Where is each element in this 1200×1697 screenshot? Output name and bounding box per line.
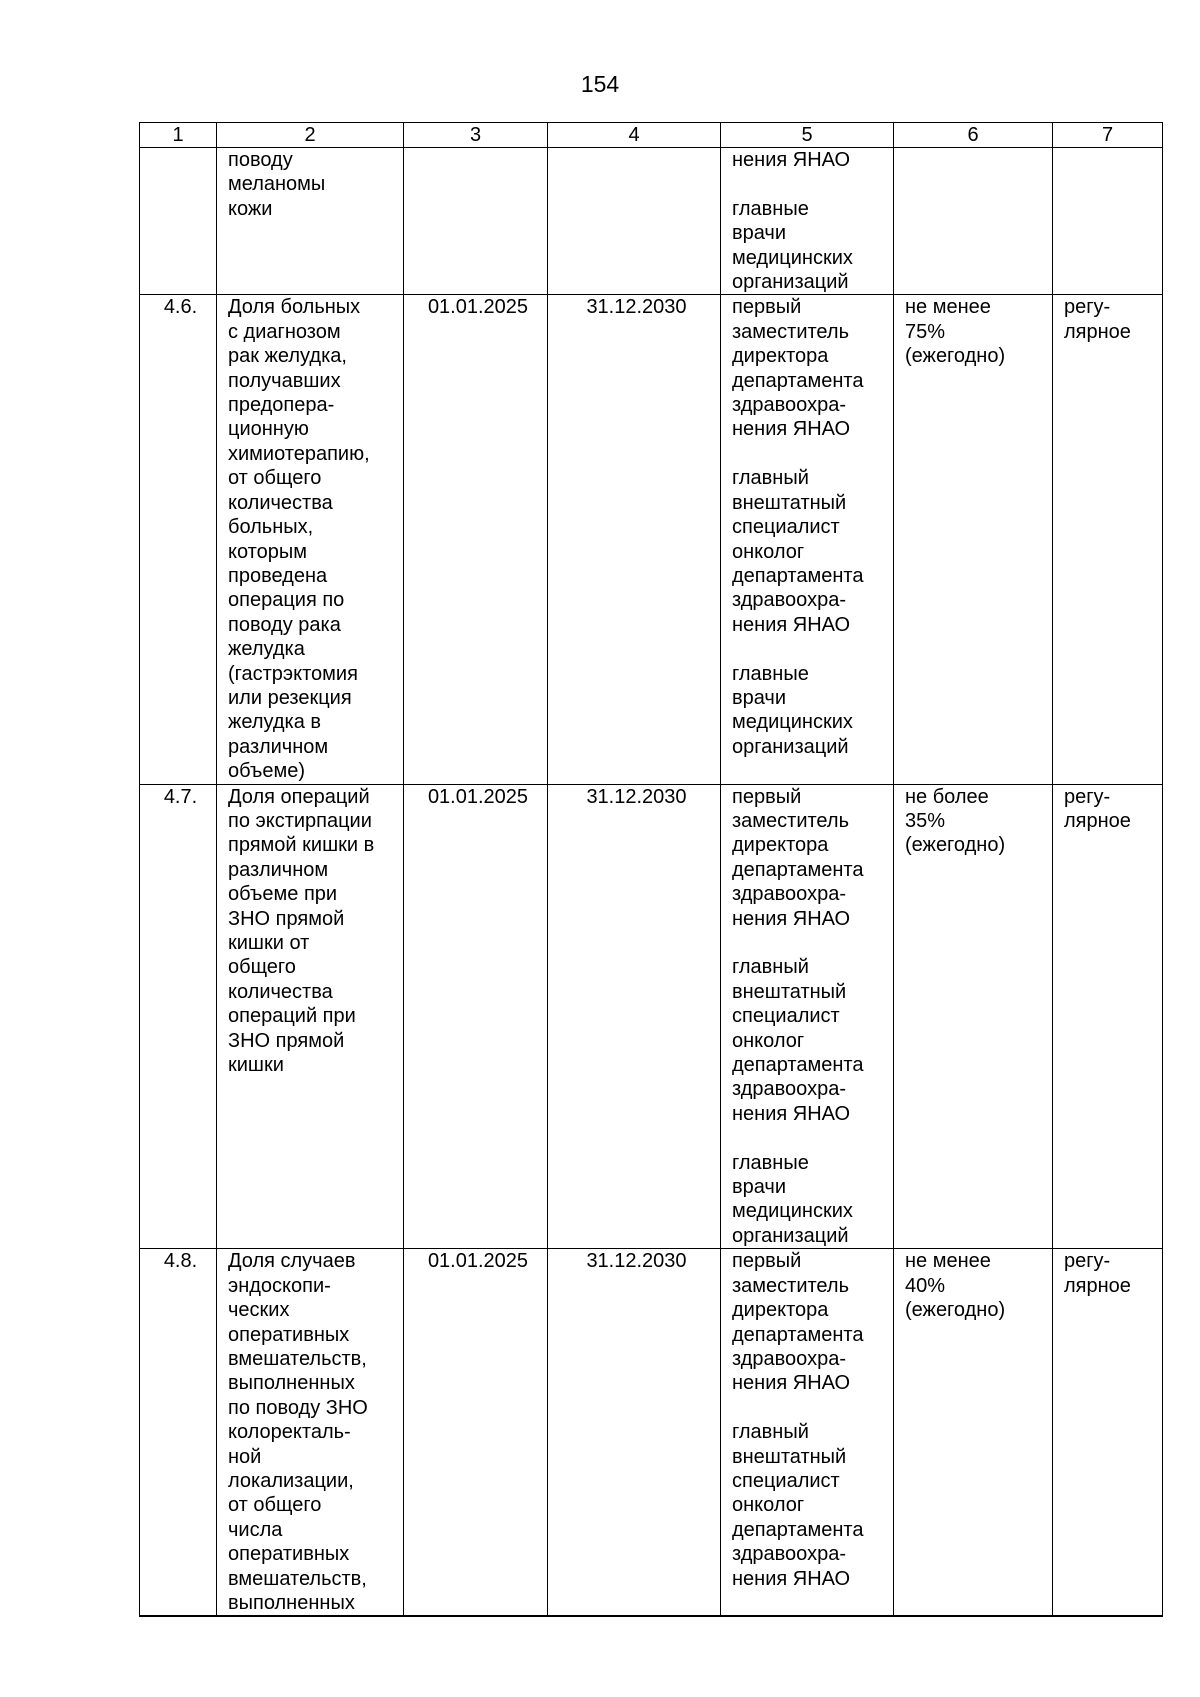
frequency-cell (1053, 784, 1163, 1249)
start-date: 01.01.2025 (404, 1249, 548, 1617)
frequency-cell (1053, 295, 1163, 784)
table-row (140, 1249, 1163, 1617)
start-date: 01.01.2025 (404, 784, 548, 1249)
target-cell (894, 148, 1053, 295)
target-text: не более 35% (ежегодно) (905, 785, 1006, 857)
indicator-text: Доля больных с диагнозом рак желудка, получавших предопера- ционную химиотерапию, от общего количества больных, которым проведена операция по поводу рака желудка (гастрэктомия или резекция желудка в различном объеме) (228, 296, 370, 783)
start-date: 01.01.2025 (404, 295, 548, 784)
table-row (140, 784, 1163, 1249)
column-number-5: 5 (721, 123, 894, 148)
frequency-cell (1053, 1249, 1163, 1617)
responsible-cell (721, 784, 894, 1249)
measures-table (139, 122, 1163, 1617)
responsible-text: нения ЯНАО главные врачи медицинских организаций (732, 149, 853, 294)
column-number-7: 7 (1053, 123, 1163, 148)
page-number: 154 (580, 71, 620, 97)
table-row (140, 295, 1163, 784)
responsible-cell (721, 148, 894, 295)
start-date (404, 148, 548, 295)
indicator-cell (217, 148, 404, 295)
responsible-cell (721, 1249, 894, 1617)
column-number-2: 2 (217, 123, 404, 148)
responsible-text: первый заместитель директора департамента здравоохра- нения ЯНАО главный внештатный специалист онколог департамента здравоохра- нения ЯНАО (732, 1250, 864, 1590)
frequency-text: регу- лярное (1064, 296, 1131, 343)
end-date: 31.12.2030 (548, 295, 721, 784)
end-date: 31.12.2030 (548, 784, 721, 1249)
indicator-text: поводу меланомы кожи (228, 149, 326, 220)
item-number (140, 148, 217, 295)
target-cell (894, 784, 1053, 1249)
frequency-cell (1053, 148, 1163, 295)
column-number-3: 3 (404, 123, 548, 148)
item-number: 4.6. (140, 295, 217, 784)
target-cell (894, 1249, 1053, 1617)
end-date: 31.12.2030 (548, 1249, 721, 1617)
column-number-4: 4 (548, 123, 721, 148)
indicator-text: Доля операций по экстирпации прямой кишки в различном объеме при ЗНО прямой кишки от общего количества операций при ЗНО прямой кишки (228, 785, 375, 1077)
indicator-cell (217, 295, 404, 784)
table-row (140, 148, 1163, 295)
column-number-1: 1 (140, 123, 217, 148)
responsible-text: первый заместитель директора департамента здравоохра- нения ЯНАО главный внештатный специалист онколог департамента здравоохра- нения ЯНАО главные врачи медицинских организаций (732, 785, 864, 1247)
frequency-text: регу- лярное (1064, 785, 1131, 832)
column-numbers-row (140, 123, 1163, 148)
target-text: не менее 40% (ежегодно) (905, 1250, 1006, 1322)
end-date (548, 148, 721, 295)
indicator-cell (217, 1249, 404, 1617)
target-cell (894, 295, 1053, 784)
target-text: не менее 75% (ежегодно) (905, 296, 1006, 368)
item-number: 4.7. (140, 784, 217, 1249)
item-number: 4.8. (140, 1249, 217, 1617)
indicator-text: Доля случаев эндоскопи- ческих оперативных вмешательств, выполненных по поводу ЗНО колоректаль- ной локализации, от общего числа оперативных вмешательств, выполненных (228, 1250, 368, 1614)
frequency-text: регу- лярное (1064, 1250, 1131, 1297)
responsible-cell (721, 295, 894, 784)
responsible-text: первый заместитель директора департамента здравоохра- нения ЯНАО главный внештатный специалист онколог департамента здравоохра- нения ЯНАО главные врачи медицинских организаций (732, 296, 864, 758)
column-number-6: 6 (894, 123, 1053, 148)
indicator-cell (217, 784, 404, 1249)
